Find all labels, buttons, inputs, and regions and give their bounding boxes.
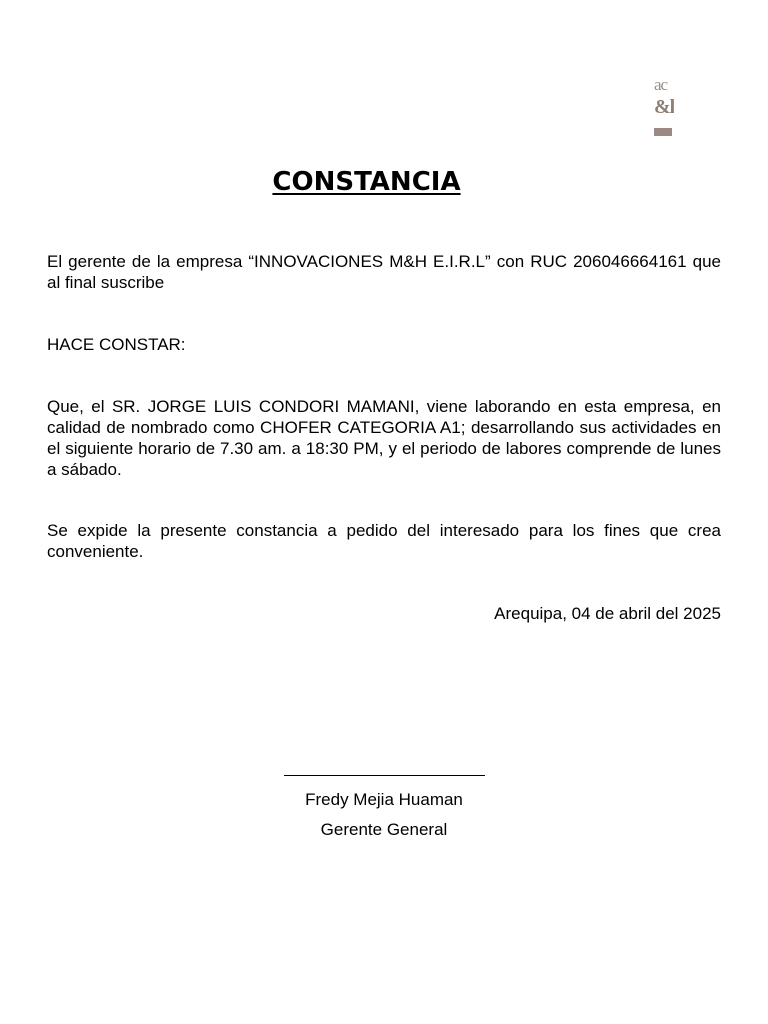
- document-title: CONSTANCIA: [272, 167, 461, 197]
- logo-bar: [654, 128, 672, 136]
- intro-paragraph: El gerente de la empresa “INNOVACIONES M&H E.I.R.L” con RUC 206046664161 que al final suscribe: [47, 252, 721, 292]
- place-date: Arequipa, 04 de abril del 2025: [494, 604, 721, 623]
- logo-text-line-1: ac: [654, 78, 668, 92]
- hace-constar-heading: HACE CONSTAR:: [47, 335, 186, 354]
- body-paragraph: Que, el SR. JORGE LUIS CONDORI MAMANI, viene laborando en esta empresa, en calidad de nombrado como CHOFER CATEGORIA A1; desarrollando sus actividades en el siguiente horario de 7.30 am. a 18:30 PM, y el periodo de labores comprende de lunes a sábado.: [47, 397, 721, 479]
- signatory-name: Fredy Mejia Huaman: [305, 790, 463, 809]
- closing-paragraph: Se expide la presente constancia a pedido del interesado para los fines que crea conveniente.: [47, 521, 721, 561]
- signatory-role: Gerente General: [320, 820, 448, 839]
- logo-text-line-2: &l: [654, 96, 674, 118]
- signature-line: [284, 775, 485, 776]
- company-logo-fragment: [654, 78, 674, 140]
